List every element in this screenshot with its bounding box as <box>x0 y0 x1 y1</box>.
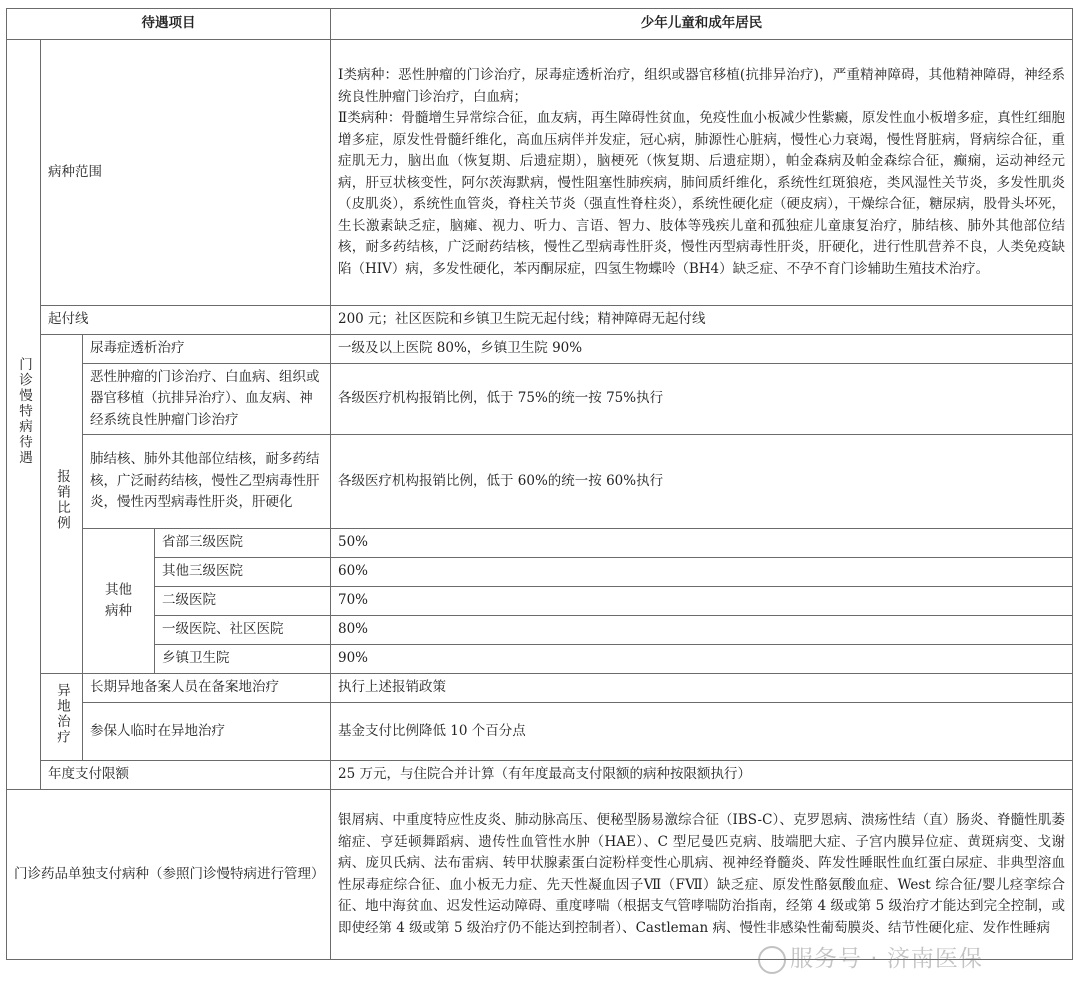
reimb-item: 尿毒症透析治疗 <box>83 334 331 363</box>
row-disease-scope <box>7 40 1073 306</box>
deductible-label: 起付线 <box>41 306 331 335</box>
section-outpatient-label <box>7 40 41 790</box>
level-rate: 60% <box>331 558 1073 587</box>
row-other-level-5 <box>7 645 1073 674</box>
benefits-table <box>6 8 1073 960</box>
row-annual-limit <box>7 761 1073 790</box>
row-reimb-tb <box>7 435 1073 529</box>
watermark-text: 服务号 · 济南医保 <box>790 946 983 972</box>
reimb-value: 各级医疗机构报销比例，低于 75%的统一按 75%执行 <box>331 363 1073 435</box>
row-reimb-dialysis <box>7 334 1073 363</box>
offsite-text: 异地治疗 <box>54 682 70 745</box>
offsite-value: 执行上述报销政策 <box>331 674 1073 703</box>
row-other-level-3 <box>7 587 1073 616</box>
annual-limit-label: 年度支付限额 <box>41 761 331 790</box>
reimbursement-text: 报销比例 <box>54 469 70 532</box>
deductible-value: 200 元；社区医院和乡镇卫生院无起付线；精神障碍无起付线 <box>331 306 1073 335</box>
disease-scope-content <box>331 40 1073 306</box>
reimb-item: 肺结核、肺外其他部位结核，耐多药结核，广泛耐药结核，慢性乙型病毒性肝炎，慢性丙型病毒性肝炎，肝硬化 <box>83 435 331 529</box>
hospital-level: 其他三级医院 <box>155 558 331 587</box>
row-offsite-temp <box>7 703 1073 761</box>
row-offsite-filed <box>7 674 1073 703</box>
level-rate: 90% <box>331 645 1073 674</box>
level-rate: 80% <box>331 616 1073 645</box>
section-outpatient-text: 门诊慢特病待遇 <box>16 356 32 466</box>
offsite-value: 基金支付比例降低 10 个百分点 <box>331 703 1073 761</box>
reimb-item: 恶性肿瘤的门诊治疗、白血病、组织或器官移植（抗排异治疗）、血友病、神经系统良性肿瘤门诊治疗 <box>83 363 331 435</box>
row-other-level-1 <box>7 529 1073 558</box>
header-group: 少年儿童和成年居民 <box>331 9 1073 40</box>
row-other-level-2 <box>7 558 1073 587</box>
offsite-item: 参保人临时在异地治疗 <box>83 703 331 761</box>
row-drug-separate <box>7 790 1073 960</box>
hospital-level: 乡镇卫生院 <box>155 645 331 674</box>
other-diseases-text: 其他病种 <box>105 581 132 619</box>
hospital-level: 一级医院、社区医院 <box>155 616 331 645</box>
disease-class-1: Ⅰ类病种：恶性肿瘤的门诊治疗，尿毒症透析治疗，组织或器官移植(抗排异治疗)，严重精神障碍，其他精神障碍，神经系统良性肿瘤门诊治疗，白血病； <box>338 67 1065 105</box>
reimb-value: 各级医疗机构报销比例，低于 60%的统一按 60%执行 <box>331 435 1073 529</box>
reimbursement-label <box>41 334 83 674</box>
row-deductible <box>7 306 1073 335</box>
disease-scope-label: 病种范围 <box>41 40 331 306</box>
row-other-level-4 <box>7 616 1073 645</box>
header-row <box>7 9 1073 40</box>
other-diseases-label <box>83 529 155 674</box>
disease-class-2: Ⅱ类病种：骨髓增生异常综合征，血友病，再生障碍性贫血，免疫性血小板减少性紫癜，原发性血小板增多症，真性红细胞增多症，原发性骨髓纤维化，高血压病伴并发症，冠心病，肺源性心脏病，慢性心力衰竭，慢性肾脏病，肾病综合征，重症肌无力，脑出血（恢复期、后遗症期），脑梗死（恢复期、后遗症期），帕金森病及帕金森综合征，癫痫，运动神经元病，肝豆状核变性，阿尔茨海默病，慢性阻塞性肺疾病，肺间质纤维化，系统性红斑狼疮，类风湿性关节炎，多发性肌炎（皮肌炎），系统性血管炎，脊柱关节炎（强直性脊柱炎），系统性硬化症（硬皮病），干燥综合征，糖尿病，股骨头坏死，生长激素缺乏症，脑瘫、视力、听力、言语、智力、肢体等残疾儿童和孤独症儿童康复治疗，肺结核、肺外其他部位结核，耐多药结核，广泛耐药结核，慢性乙型病毒性肝炎，慢性丙型病毒性肝炎，肝硬化，进行性肌营养不良，人类免疫缺陷（HIV）病，多发性硬化，苯丙酮尿症，四氢生物蝶呤（BH4）缺乏症、不孕不育门诊辅助生殖技术治疗。 <box>338 110 1065 277</box>
hospital-level: 省部三级医院 <box>155 529 331 558</box>
offsite-item: 长期异地备案人员在备案地治疗 <box>83 674 331 703</box>
level-rate: 50% <box>331 529 1073 558</box>
drug-separate-label: 门诊药品单独支付病种（参照门诊慢特病进行管理） <box>7 790 331 960</box>
offsite-label <box>41 674 83 761</box>
hospital-level: 二级医院 <box>155 587 331 616</box>
row-reimb-tumor <box>7 363 1073 435</box>
level-rate: 70% <box>331 587 1073 616</box>
drug-separate-value: 银屑病、中重度特应性皮炎、肺动脉高压、便秘型肠易激综合征（IBS-C）、克罗恩病、溃疡性结（直）肠炎、脊髓性肌萎缩症、亨廷顿舞蹈病、遗传性血管性水肿（HAE）、C 型尼曼匹克病、肢端肥大症、子宫内膜异位症、黄斑病变、戈谢病、庞贝氏病、法布雷病、转甲状腺素蛋白淀粉样变性心肌病、视神经脊髓炎、阵发性睡眠性血红蛋白尿症、非典型溶血性尿毒症综合征、血小板无力症、先天性凝血因子Ⅶ（FⅦ）缺乏症、原发性酪氨酸血症、West 综合征/婴儿痉挛综合征、地中海贫血、迟发性运动障碍、重度哮喘（根据支气管哮喘防治指南，经第 4 级或第 5 级治疗才能达到完全控制，或即使经第 4 级或第 5 级治疗仍不能达到控制者）、Castleman 病、慢性非感染性葡萄膜炎、结节性硬化症、发作性睡病 <box>331 790 1073 960</box>
annual-limit-value: 25 万元，与住院合并计算（有年度最高支付限额的病种按限额执行） <box>331 761 1073 790</box>
reimb-value: 一级及以上医院 80%，乡镇卫生院 90% <box>331 334 1073 363</box>
header-item: 待遇项目 <box>7 9 331 40</box>
